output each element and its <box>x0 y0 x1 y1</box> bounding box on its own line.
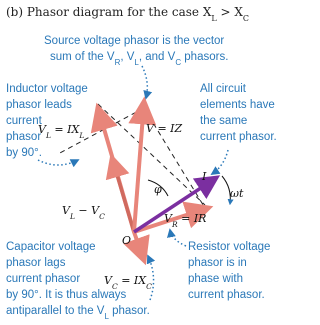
vl-minus-vc-phasor <box>112 158 134 232</box>
capacitor-caption-5: antiparallel to the $V_L$ phasor. <box>6 305 150 321</box>
all-circuit-caption-3: the same <box>200 115 248 127</box>
resistor-pointer <box>170 230 186 246</box>
inductor-caption-5: by 90°. <box>6 147 42 159</box>
origin-label: O <box>122 234 132 247</box>
inductor-caption-1: Inductor voltage <box>6 83 88 95</box>
all-circuit-caption-1: All circuit <box>200 83 247 95</box>
vc-phasor <box>134 232 144 260</box>
omega-t-label: ωt <box>230 187 244 200</box>
all-circuit-caption-4: current phasor. <box>200 131 277 143</box>
current-label: I <box>202 170 207 183</box>
source-caption-line2: sum of the $V_R$, $V_L$, and $V_C$ phasors. <box>50 51 229 67</box>
capacitor-pointer <box>148 256 154 300</box>
resistor-caption-3: phase with <box>188 273 243 285</box>
diagram-title: (b) Phasor diagram for the case $X_L > X_C$ <box>6 5 250 23</box>
resistor-caption-1: Resistor voltage <box>188 241 271 253</box>
capacitor-caption-2: phasor lags <box>6 257 66 269</box>
all-circuit-caption-2: elements have <box>200 99 275 111</box>
resistor-caption-2: phasor is in <box>188 257 247 269</box>
vr-label: $V_R$ = IR <box>164 212 207 229</box>
capacitor-caption-4: by 90°. It is thus always <box>6 289 127 301</box>
capacitor-caption-1: Capacitor voltage <box>6 241 96 253</box>
source-pointer <box>142 66 147 98</box>
capacitor-caption-3: current phasor <box>6 273 81 285</box>
vc-label: $V_C = IX_C$ <box>104 274 152 291</box>
source-caption-line1: Source voltage phasor is the vector <box>44 35 225 47</box>
vl-minus-vc-label: $V_L - V_C$ <box>62 204 105 221</box>
inductor-caption-2: phasor leads <box>6 99 72 111</box>
resistor-caption-4: current phasor. <box>188 289 265 301</box>
all-circuit-pointer <box>212 150 228 174</box>
phi-label: φ <box>154 183 162 196</box>
v-label: V = IZ <box>146 122 183 135</box>
inductor-caption-3: current <box>6 115 42 127</box>
v-source-phasor <box>134 102 144 232</box>
dashed-line-top <box>98 104 205 205</box>
vl-label: $V_L = IX_L$ <box>38 123 85 140</box>
inductor-pointer <box>38 160 78 165</box>
inductor-caption-4: phasor <box>6 131 42 143</box>
